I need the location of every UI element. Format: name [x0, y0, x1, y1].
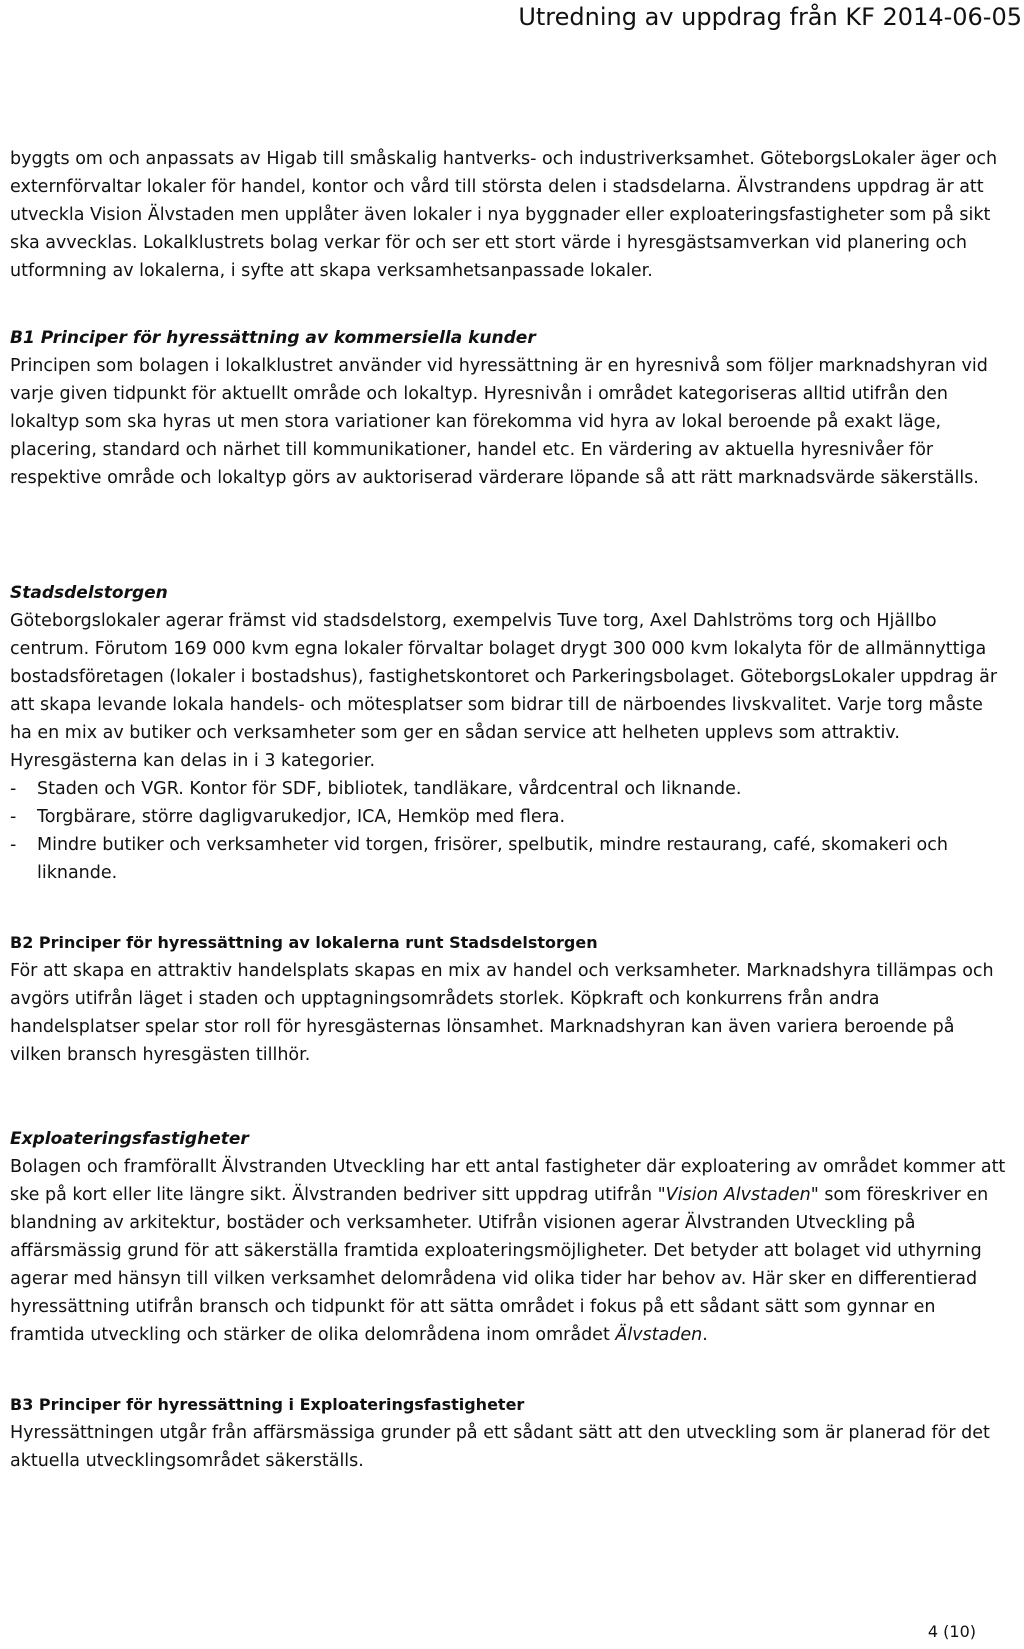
spacer: [10, 492, 1010, 579]
b3-paragraph: Hyressättningen utgår från affärsmässiga grunder på ett sådant sätt att den utveckling som är planerad för det aktuella utvecklingsområdet säkerställs.: [10, 1423, 990, 1471]
list-item: - Torgbärare, större dagligvarukedjor, ICA, Hemköp med flera.: [10, 803, 1010, 831]
tenant-category-list: [10, 775, 1010, 887]
exploatering-text-part3: .: [702, 1325, 708, 1345]
alvstaden-emphasis: Älvstaden: [615, 1325, 703, 1345]
spacer: [10, 285, 1010, 324]
stadsdelstorgen-heading: Stadsdelstorgen: [10, 583, 168, 603]
spacer: [10, 887, 1010, 929]
intro-paragraph: byggts om och anpassats av Higab till småskalig hantverks- och industriverksamhet. GöteborgsLokaler äger och externförvaltar lokaler för handel, kontor och vård till största delen i stadsdelarna. Älvstrandens uppdrag är att utveckla Vision Älvstaden men upplåter även lokaler i nya byggnader eller exploateringsfastigheter som på sikt ska avvecklas. Lokalklustrets bolag verkar för och ser ett stort värde i hyresgästsamverkan vid planering och utformning av lokalerna, i syfte att skapa verksamhetsanpassade lokaler.: [10, 149, 998, 281]
stadsdelstorgen-paragraph: Göteborgslokaler agerar främst vid stadsdelstorg, exempelvis Tuve torg, Axel Dahlströms torg och Hjällbo centrum. Förutom 169 000 kvm egna lokaler förvaltar bolaget drygt 300 000 kvm lokalyta för de allmännyttiga bostadsföretagen (lokaler i bostadshus), fastighetskontoret och Parkeringsbolaget. GöteborgsLokaler uppdrag är att skapa levande lokala handels- och mötesplatser som bidrar till de närboendes livskvalitet. Varje torg måste ha en mix av butiker och verksamheter som ger en sådan service att helheten upplevs som attraktiv. Hyresgästerna kan delas in i 3 kategorier.: [10, 611, 998, 771]
exploatering-text-part1: Bolagen och framförallt Älvstranden Utveckling har ett antal fastigheter där exploatering av området kommer att ske på kort eller lite längre sikt. Älvstranden bedriver sitt uppdrag utifrån: [10, 1157, 1006, 1205]
b2-paragraph: För att skapa en attraktiv handelsplats skapas en mix av handel och verksamheter. Marknadshyra tillämpas och avgörs utifrån läget i staden och upptagningsområdets storlek. Köpkraft och konkurrens från andra handelsplatser spelar stor roll för hyresgästernas lönsamhet. Marknadshyran kan även variera beroende på vilken bransch hyresgästen tillhör.: [10, 961, 994, 1065]
b1-heading: B1 Principer för hyressättning av kommersiella kunder: [10, 328, 536, 348]
exploatering-paragraph: [10, 1153, 1010, 1349]
exploatering-text-part2: som föreskriver en blandning av arkitektur, bostäder och verksamheter. Utifrån visionen agerar Älvstranden Utveckling på affärsmässig grund för att säkerställa framtida exploateringsmöjligheter. Det betyder att bolaget vid uthyrning agerar med hänsyn till vilken verksamhet delområdena vid olika tider har behov av. Här sker en differentierad hyressättning utifrån bransch och tidpunkt för att sätta området i fokus på ett sådant sätt som gynnar en framtida utveckling och stärker de olika delområdena inom området: [10, 1185, 989, 1345]
exploatering-heading: Exploateringsfastigheter: [10, 1129, 249, 1149]
document-body: [10, 145, 1010, 1475]
b1-paragraph: Principen som bolagen i lokalklustret använder vid hyressättning är en hyresnivå som följer marknadshyran vid varje given tidpunkt för aktuellt område och lokaltyp. Hyresnivån i området kategoriseras alltid utifrån den lokaltyp som ska hyras ut men stora variationer kan förekomma vid hyra av lokal beroende på exakt läge, placering, standard och närhet till kommunikationer, handel etc. En värdering av aktuella hyresnivåer för respektive område och lokaltyp görs av auktoriserad värderare löpande så att rätt marknadsvärde säkerställs.: [10, 356, 988, 488]
spacer: [10, 1069, 1010, 1125]
vision-alvstaden-emphasis: "Vision Alvstaden": [657, 1185, 819, 1205]
list-item: - Mindre butiker och verksamheter vid torgen, frisörer, spelbutik, mindre restaurang, café, skomakeri och liknande.: [10, 831, 1010, 887]
b2-heading: B2 Principer för hyressättning av lokalerna runt Stadsdelstorgen: [10, 933, 598, 952]
page-number: 4 (10): [927, 1622, 976, 1641]
document-header: Utredning av uppdrag från KF 2014-06-05: [518, 3, 1022, 31]
spacer: [10, 1349, 1010, 1391]
list-item: - Staden och VGR. Kontor för SDF, bibliotek, tandläkare, vårdcentral och liknande.: [10, 775, 1010, 803]
b3-heading: B3 Principer för hyressättning i Exploateringsfastigheter: [10, 1395, 525, 1414]
